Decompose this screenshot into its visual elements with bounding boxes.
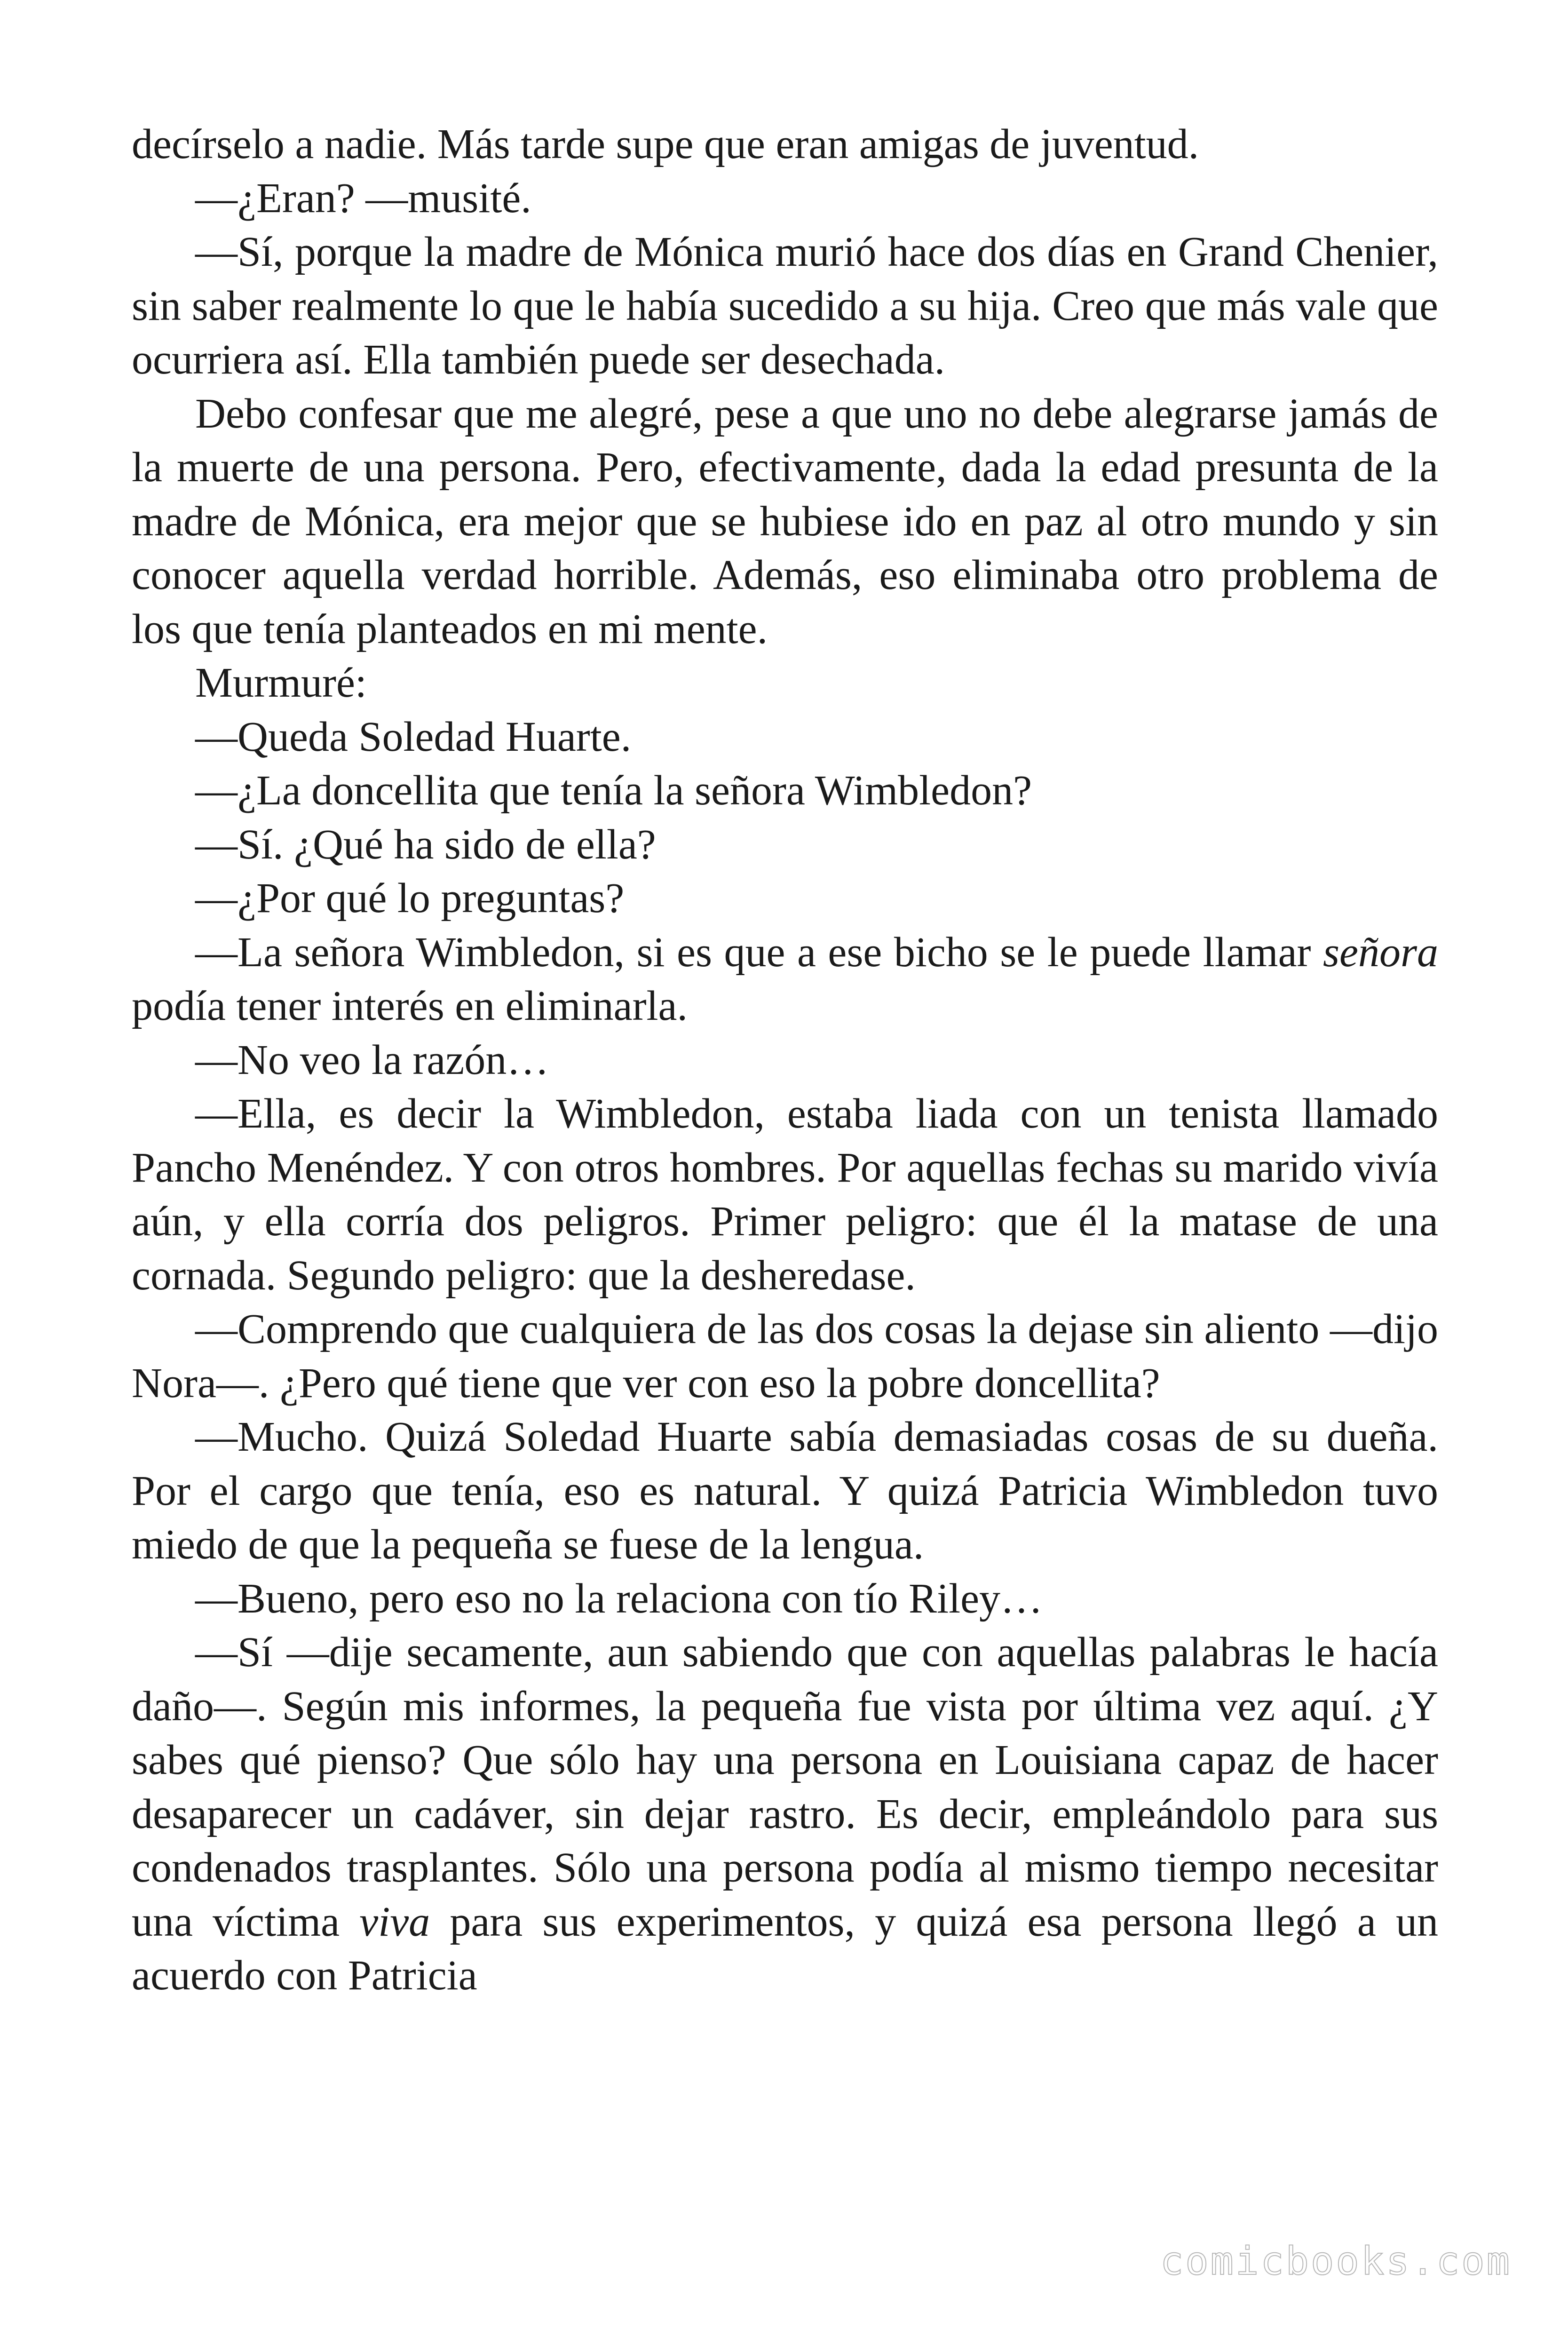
paragraph <box>132 172 1438 226</box>
paragraph <box>132 872 1438 926</box>
text-segment: —Comprendo que cualquiera de las dos cosas la dejase sin aliento —dijo Nora—. ¿Pero qué tiene que ver con eso la pobre doncellita? <box>132 1306 1438 1406</box>
italic-text: viva <box>359 1898 430 1945</box>
text-segment: —La señora Wimbledon, si es que a ese bicho se le puede llamar <box>195 929 1323 976</box>
paragraph <box>132 1087 1438 1303</box>
text-segment: —Ella, es decir la Wimbledon, estaba liada con un tenista llamado Pancho Menéndez. Y con otros hombres. Por aquellas fechas su marido vivía aún, y ella corría dos peligros. Primer peligro: que él la matase de una cornada. Segundo peligro: que la desheredase. <box>132 1090 1438 1299</box>
text-segment: Debo confesar que me alegré, pese a que uno no debe alegrarse jamás de la muerte de una persona. Pero, efectivamente, dada la edad presunta de la madre de Mónica, era mejor que se hubiese ido en paz al otro mundo y sin conocer aquella verdad horrible. Además, eso eliminaba otro problema de los que tenía planteados en mi mente. <box>132 390 1438 652</box>
text-segment: para sus experimentos, y quizá esa persona llegó a un acuerdo con Patricia <box>132 1898 1438 1999</box>
text-segment: —Sí —dije secamente, aun sabiendo que con aquellas palabras le hacía daño—. Según mis informes, la pequeña fue vista por última vez aquí. ¿Y sabes qué pienso? Que sólo hay una persona en Louisiana capaz de hacer desaparecer un cadáver, sin dejar rastro. Es decir, empleándolo para sus condenados trasplantes. Sólo una persona podía al mismo tiempo necesitar una víctima <box>132 1629 1438 1945</box>
paragraph <box>132 1410 1438 1572</box>
text-segment: —Sí. ¿Qué ha sido de ella? <box>195 821 656 868</box>
italic-text: señora <box>1323 929 1438 976</box>
paragraph <box>132 818 1438 872</box>
text-segment: decírselo a nadie. Más tarde supe que eran amigas de juventud. <box>132 121 1199 167</box>
text-segment: —¿Eran? —musité. <box>195 175 531 222</box>
text-segment: —Mucho. Quizá Soledad Huarte sabía demasiadas cosas de su dueña. Por el cargo que tenía, eso es natural. Y quizá Patricia Wimbledon tuvo miedo de que la pequeña se fuese de la lengua. <box>132 1414 1438 1568</box>
text-segment: —¿Por qué lo preguntas? <box>195 875 625 922</box>
text-segment: —Bueno, pero eso no la relaciona con tío Riley… <box>195 1575 1043 1622</box>
paragraph <box>132 926 1438 1033</box>
paragraph <box>132 1033 1438 1088</box>
paragraph <box>132 1303 1438 1410</box>
paragraph <box>132 764 1438 818</box>
text-segment: —Sí, porque la madre de Mónica murió hace dos días en Grand Chenier, sin saber realmente lo que le había sucedido a su hija. Creo que más vale que ocurriera así. Ella también puede ser desechada. <box>132 229 1438 383</box>
text-segment: —No veo la razón… <box>195 1036 549 1083</box>
paragraph <box>132 710 1438 764</box>
paragraph <box>132 225 1438 387</box>
text-segment: podía tener interés en eliminarla. <box>132 983 688 1029</box>
paragraph <box>132 1572 1438 1626</box>
book-page-text <box>132 118 1438 2258</box>
paragraph <box>132 656 1438 710</box>
text-segment: —¿La doncellita que tenía la señora Wimbledon? <box>195 767 1032 814</box>
text-segment: —Queda Soledad Huarte. <box>195 713 632 760</box>
paragraph <box>132 1626 1438 2003</box>
watermark: comicbooks.com <box>1160 2239 1512 2284</box>
text-segment: Murmuré: <box>195 660 367 706</box>
paragraph <box>132 387 1438 657</box>
paragraph <box>132 118 1438 172</box>
